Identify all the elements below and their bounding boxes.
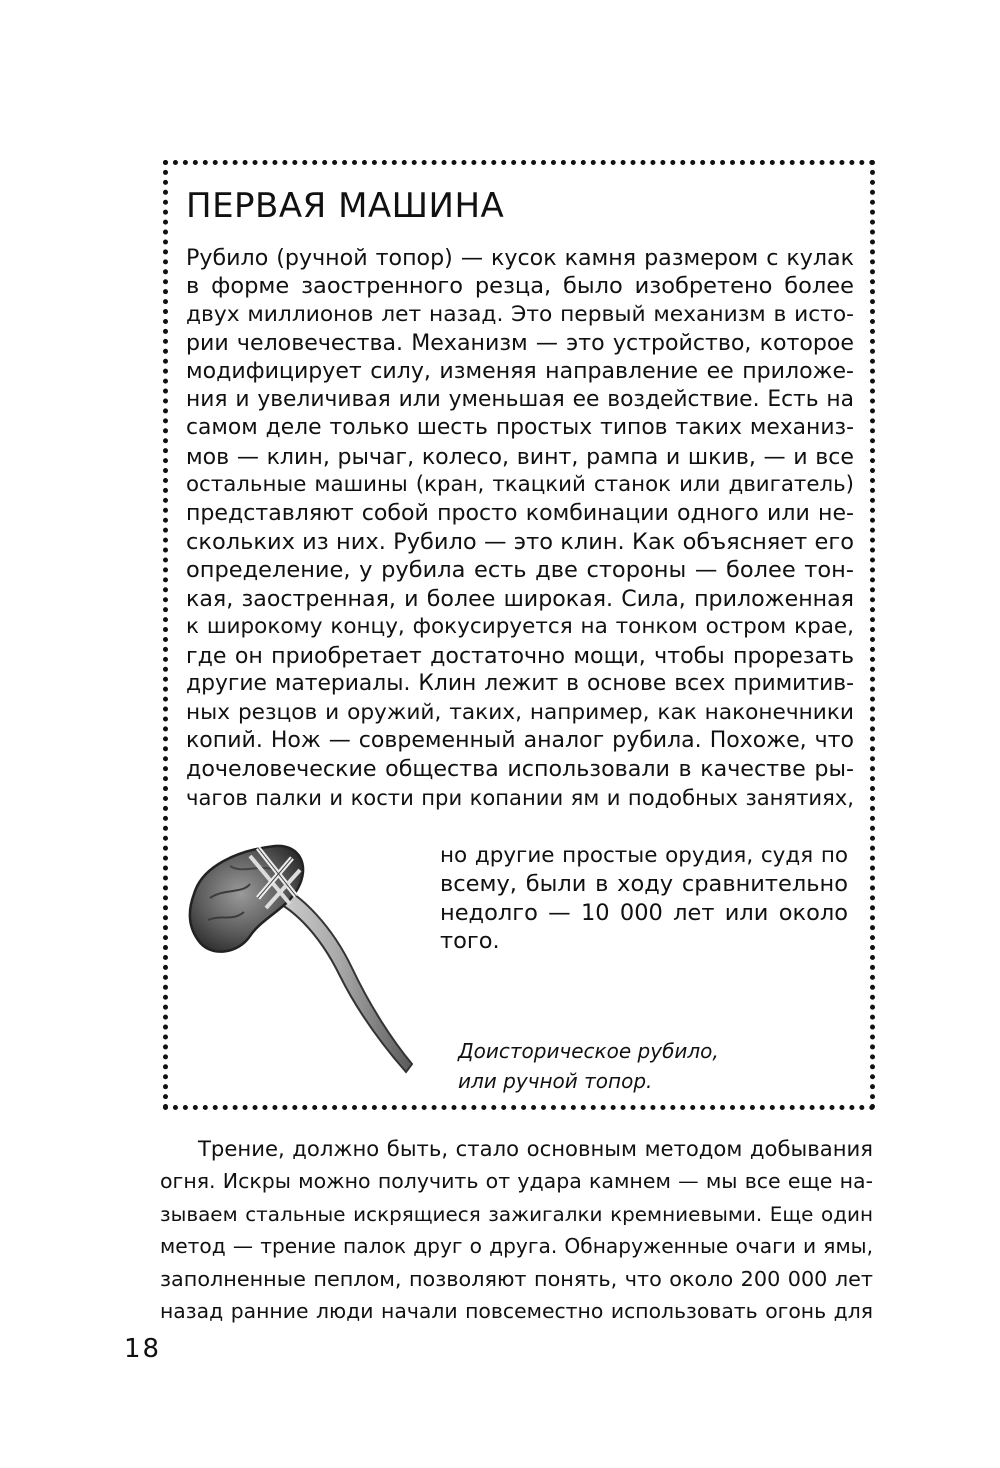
sidebar-line: определение, у рубила есть две стороны — более тон- [186,557,854,584]
sidebar-line: чагов палки и кости при копании ям и подобных занятиях, [186,784,854,810]
sidebar-line: скольких из них. Рубило — это клин. Как объясняет его [186,529,854,556]
sidebar-line: в форме заостренного резца, было изобретено более [186,273,854,300]
sidebar-line: ния и увеличивая или уменьшая ее воздействие. Есть на [186,387,854,413]
paragraph-line: назад ранние люди начали повсеместно использовать огонь для [160,1299,873,1324]
page-number: 18 [124,1334,162,1364]
sidebar-line: копий. Нож — современный аналог рубила. Похоже, что [186,727,854,753]
sidebar-side-line: всему, были в ходу сравнительно [440,871,848,898]
sidebar-side-line: недолго — 10 000 лет или около [440,899,848,926]
sidebar-line: представляют собой просто комбинации одного или не- [186,500,854,526]
caption-line: или ручной топор. [458,1069,653,1093]
sidebar-line: остальные машины (кран, ткацкий станок или двигатель) [186,472,854,498]
sidebar-line: ных резцов и оружий, таких, например, как наконечники [186,699,854,725]
sidebar-line: Рубило (ручной топор) — кусок камня размером с кулак [186,245,854,271]
illustration-caption [458,1036,719,1096]
sidebar-line: рии человечества. Механизм — это устройство, которое [186,330,854,357]
sidebar-line: модифицирует силу, изменяя направление ее приложе- [186,358,854,384]
sidebar-side-text [440,842,848,956]
sidebar-side-line: но другие простые орудия, судя по [440,843,848,868]
hand-axe-illustration [180,836,430,1086]
sidebar-side-line: того. [440,928,500,955]
sidebar-line: где он приобретает достаточно мощи, чтобы прорезать [186,642,854,669]
sidebar-line: дочеловеческие общества использовали в качестве ры- [186,756,854,783]
paragraph-line: огня. Искры можно получить от удара камнем — мы все еще на- [160,1169,873,1194]
sidebar-line: мов — клин, рычаг, колесо, винт, рампа и шкив, — и все [186,443,854,470]
paragraph-line: заполненные пеплом, позволяют понять, что около 200 000 лет [160,1266,873,1291]
paragraph-line: Трение, должно быть, стало основным методом добывания [198,1136,873,1161]
caption-line: Доисторическое рубило, [458,1039,719,1063]
sidebar-line: к широкому концу, фокусируется на тонком остром крае, [186,614,854,640]
paragraph-line: метод — трение палок друг о друга. Обнаруженные очаги и ямы, [160,1234,873,1259]
paragraph-line: зываем стальные искрящиеся зажигалки кремниевыми. Еще один [160,1201,873,1226]
sidebar-line: двух миллионов лет назад. Это первый механизм в исто- [186,301,854,327]
sidebar-line: самом деле только шесть простых типов таких механиз- [186,415,854,441]
sidebar-line: другие материалы. Клин лежит в основе всех примитив- [186,671,854,697]
sidebar-body [186,244,854,812]
sidebar-line: кая, заостренная, и более широкая. Сила, приложенная [186,585,854,612]
main-paragraph [160,1133,873,1327]
sidebar-title: ПЕРВАЯ МАШИНА [186,186,505,226]
